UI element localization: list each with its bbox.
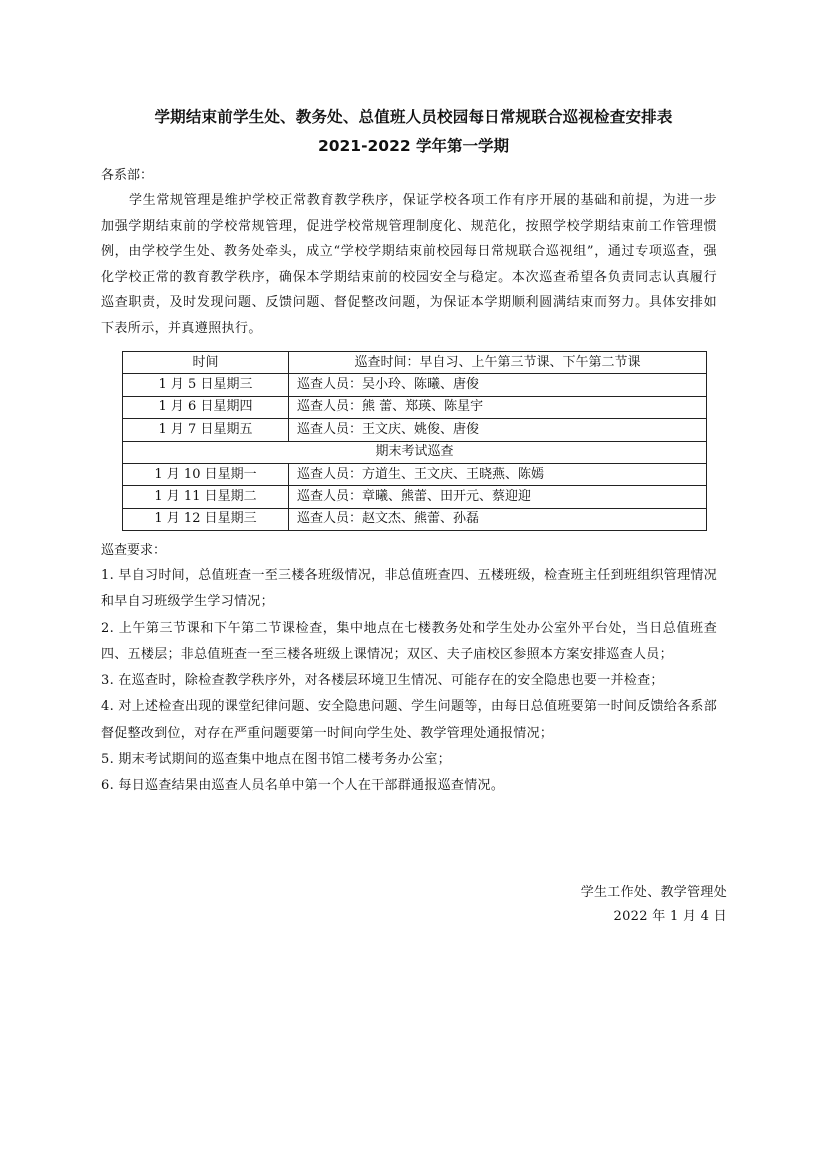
row-staff: 巡查人员：吴小玲、陈曦、唐俊 [289, 374, 707, 396]
header-time: 时间 [123, 352, 289, 374]
requirement-item: 6. 每日巡查结果由巡查人员名单中第一个人在干部群通报巡查情况。 [101, 778, 505, 794]
row-date: 1 月 11 日星期二 [123, 486, 289, 508]
table-row [123, 463, 707, 485]
salutation: 各系部： [101, 168, 154, 183]
schedule-table [122, 351, 707, 531]
requirements-title: 巡查要求： [101, 543, 167, 558]
signature-date: 2022 年 1 月 4 日 [613, 909, 727, 924]
document-subtitle: 2021-2022 学年第一学期 [317, 137, 510, 155]
row-date: 1 月 12 日星期三 [123, 508, 289, 530]
document-title: 学期结束前学生处、教务处、总值班人员校园每日常规联合巡视检查安排表 [154, 108, 673, 126]
table-row [123, 396, 707, 418]
requirement-item: 1. 早自习时间，总值班查一至三楼各班级情况，非总值班查四、五楼班级，检查班主任到班组织管理情况和早自习班级学生学习情况； [101, 568, 717, 610]
requirement-item: 5. 期末考试期间的巡查集中地点在图书馆二楼考务办公室； [101, 752, 451, 768]
row-date: 1 月 5 日星期三 [123, 374, 289, 396]
row-staff: 巡查人员：方道生、王文庆、王晓燕、陈嫣 [289, 463, 707, 485]
row-staff: 巡查人员：赵文杰、熊蕾、孙磊 [289, 508, 707, 530]
table-row [123, 486, 707, 508]
requirement-item: 2. 上午第三节课和下午第二节课检查，集中地点在七楼教务处和学生处办公室外平台处，当日总值班查四、五楼层；非总值班查一至三楼各班级上课情况；双区、夫子庙校区参照本方案安排巡查人员； [101, 620, 717, 662]
table-row [123, 419, 707, 441]
table-row [123, 374, 707, 396]
requirement-item: 4. 对上述检查出现的课堂纪律问题、安全隐患问题、学生问题等，由每日总值班要第一时间反馈给各系部督促整改到位，对存在严重问题要第一时间向学生处、教学管理处通报情况； [101, 699, 717, 741]
row-staff: 巡查人员：王文庆、姚俊、唐俊 [289, 419, 707, 441]
signature-org: 学生工作处、教学管理处 [580, 885, 727, 900]
requirement-item: 3. 在巡查时，除检查教学秩序外，对各楼层环境卫生情况、可能存在的安全隐患也要一并检查； [101, 673, 664, 689]
requirements-list [101, 563, 717, 800]
section-label: 期末考试巡查 [123, 441, 707, 463]
row-date: 1 月 10 日星期一 [123, 463, 289, 485]
table-section-row [123, 441, 707, 463]
table-row [123, 508, 707, 530]
table-header-row [123, 352, 707, 374]
intro-paragraph: 学生常规管理是维护学校正常教育教学秩序，保证学校各项工作有序开展的基础和前提，为进一步加强学期结束前的学校常规管理，促进学校常规管理制度化、规范化，按照学校学期结束前工作管理惯例，由学校学生处、教务处牵头，成立“学校学期结束前校园每日常规联合巡视组”，通过专项巡查，强化学校正常的教育教学秩序，确保本学期结束前的校园安全与稳定。本次巡查希望各负责同志认真履行巡查职责，及时发现问题、反馈问题、督促整改问题，为保证本学期顺利圆满结束而努力。具体安排如下表所示，并真遵照执行。 [101, 193, 717, 336]
row-date: 1 月 7 日星期五 [123, 419, 289, 441]
header-patrol-times: 巡查时间：早自习、上午第三节课、下午第二节课 [289, 352, 707, 374]
row-date: 1 月 6 日星期四 [123, 396, 289, 418]
row-staff: 巡查人员：章曦、熊蕾、田开元、蔡迎迎 [289, 486, 707, 508]
row-staff: 巡查人员：熊 蕾、郑瑛、陈星宇 [289, 396, 707, 418]
